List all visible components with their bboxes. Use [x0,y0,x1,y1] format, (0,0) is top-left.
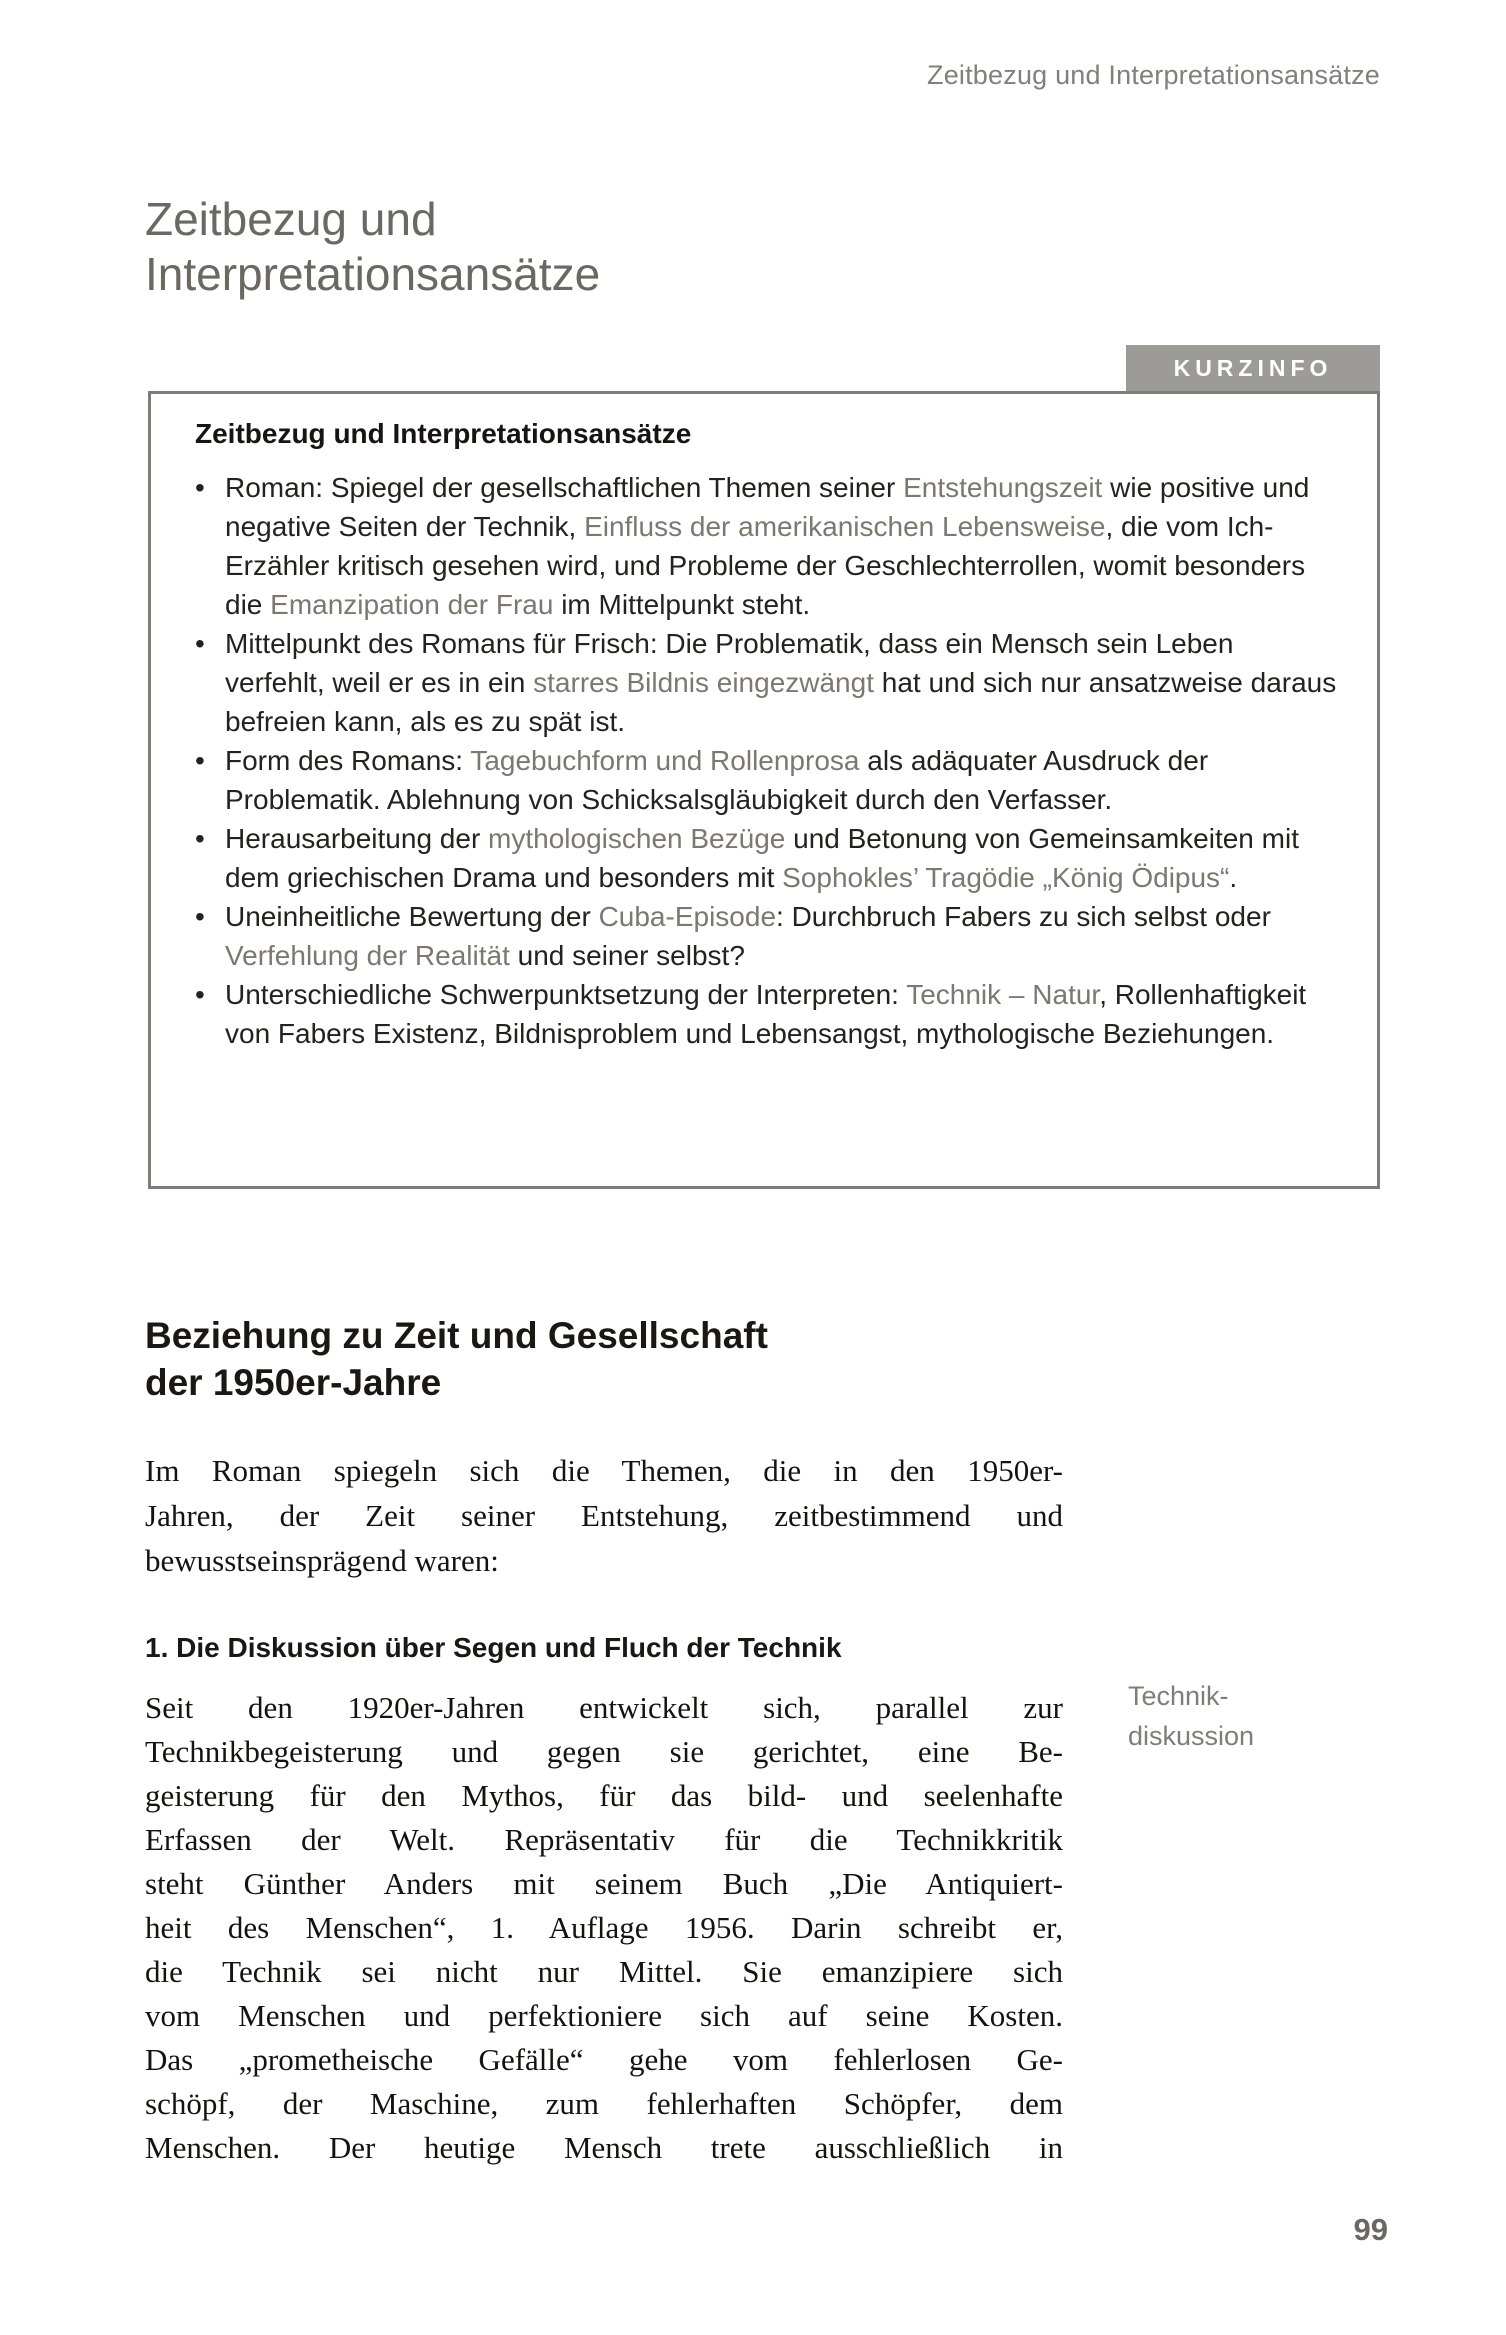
section-heading-line2: der 1950er-Jahre [145,1362,442,1403]
text-line: geisterung für den Mythos, für das bild- und seelenhafte [145,1778,1063,1813]
text-line: Jahren, der Zeit seiner Entstehung, zeitbestimmend und [145,1498,1063,1533]
page-title-line1: Zeitbezug und [145,193,437,245]
section-heading-line1: Beziehung zu Zeit und Gesellschaft [145,1315,768,1356]
highlighted-term: Sophokles’ Tragödie „König Ödipus“ [782,862,1230,893]
text-line: Das „prometheische Gefälle“ gehe vom fehlerlosen Ge- [145,2042,1063,2077]
kurzinfo-bullet [225,741,1337,819]
bullet-text: . [1229,862,1238,893]
text-line: Erfassen der Welt. Repräsentativ für die Technikkritik [145,1822,1063,1857]
bullet-text: als adäquater Ausdruck der Problematik. Ablehnung von Schicksalsgläubigkeit durch den Verfasser. [225,745,1209,815]
highlighted-term: Tagebuchform und Rollenprosa [470,745,860,776]
kurzinfo-heading: Zeitbezug und Interpretationsansätze [195,418,692,449]
page-title-line2: Interpretationsansätze [145,248,601,300]
text-line: heit des Menschen“, 1. Auflage 1956. Darin schreibt er, [145,1910,1063,1945]
text-line: vom Menschen und perfektioniere sich auf seine Kosten. [145,1998,1063,2033]
highlighted-term: Emanzipation der Frau [270,589,554,620]
bullet-text: Mittelpunkt des Romans für Frisch: Die Problematik, dass ein Mensch sein Leben verfehlt, weil er es in ein [225,628,1234,698]
text-line: Seit den 1920er-Jahren entwickelt sich, parallel zur [145,1690,1063,1725]
highlighted-term: Cuba-Episode [598,901,777,932]
kurzinfo-tab-label: KURZINFO [1126,345,1380,392]
kurzinfo-bullet [225,468,1337,624]
text-line: Technikbegeisterung und gegen sie gerichtet, eine Be- [145,1734,1063,1769]
margin-note [1128,1676,1254,1756]
bullet-text: Form des Romans: [225,745,471,776]
bullet-text: , die vom Ich-Erzähler kritisch gesehen wird, und Probleme der Geschlechterrollen, womit besonders die [225,511,1306,620]
highlighted-term: Entstehungszeit [903,472,1103,503]
intro-paragraph [145,1448,1063,1583]
text-line: die Technik sei nicht nur Mittel. Sie emanzipiere sich [145,1954,1063,1989]
text-line: Im Roman spiegeln sich die Themen, die in den 1950er- [145,1453,1063,1488]
highlighted-term: Einfluss der amerikanischen Lebensweise [584,511,1106,542]
text-line: schöpf, der Maschine, zum fehlerhaften Schöpfer, dem [145,2086,1063,2121]
bullet-text: : Durchbruch Fabers zu sich selbst oder [776,901,1271,932]
kurzinfo-bullet [225,897,1337,975]
text-line: bewusstseinsprägend waren: [145,1543,499,1578]
highlighted-term: mythologischen Bezüge [488,823,786,854]
kurzinfo-bullet [225,624,1337,741]
kurzinfo-bullet [225,975,1337,1053]
highlighted-term: Technik – Natur [906,979,1100,1010]
bullet-text: und seiner selbst? [509,940,745,971]
bullet-text: wie positive und negative Seiten der Technik, [225,472,1310,542]
bullet-text: Herausarbeitung der [225,823,489,854]
subsection-heading: 1. Die Diskussion über Segen und Fluch der Technik [145,1632,842,1663]
text-line: Menschen. Der heutige Mensch trete ausschließlich in [145,2130,1063,2165]
bullet-text: Uneinheitliche Bewertung der [225,901,599,932]
highlighted-term: Verfehlung der Realität [225,940,510,971]
bullet-text: Unterschiedliche Schwerpunktsetzung der Interpreten: [225,979,907,1010]
running-header: Zeitbezug und Interpretationsansätze [927,60,1380,90]
kurzinfo-bullet-list [195,468,1337,1053]
section-heading [145,1312,768,1406]
body-paragraph [145,1686,1063,2170]
kurzinfo-bullet [225,819,1337,897]
bullet-text: im Mittelpunkt steht. [553,589,811,620]
text-line: steht Günther Anders mit seinem Buch „Die Antiquiert- [145,1866,1063,1901]
highlighted-term: starres Bildnis eingezwängt [533,667,874,698]
bullet-text: hat und sich nur ansatzweise daraus befreien kann, als es zu spät ist. [225,667,1337,737]
page-title [145,192,600,302]
bullet-text: Roman: Spiegel der gesellschaftlichen Themen seiner [225,472,904,503]
kurzinfo-box [148,391,1380,1189]
margin-note-line2: diskussion [1128,1721,1255,1751]
margin-note-line1: Technik- [1128,1681,1229,1711]
bullet-text: , Rollenhaftigkeit von Fabers Existenz, Bildnisproblem und Lebensangst, mythologische Beziehungen. [225,979,1307,1049]
page-number: 99 [1353,2212,1388,2247]
bullet-text: und Betonung von Gemeinsamkeiten mit dem griechischen Drama und besonders mit [225,823,1299,893]
